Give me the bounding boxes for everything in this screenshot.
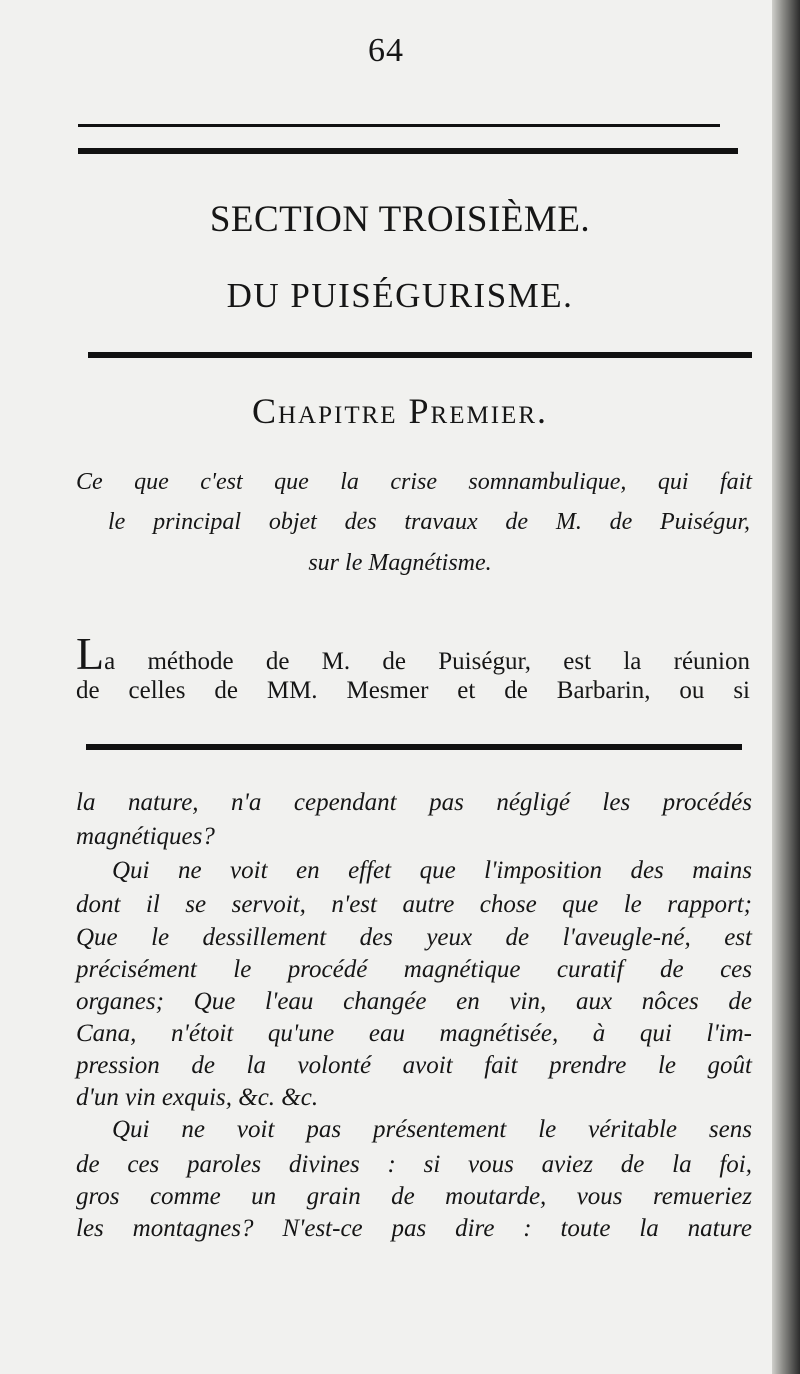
chapter-title: Chapitre Premier.	[251, 391, 549, 431]
text-line: magnétiques?	[76, 823, 215, 850]
page-number: 64	[368, 32, 404, 69]
section-title: SECTION TROISIÈME.	[209, 199, 591, 240]
overlap-divider	[86, 744, 742, 750]
header-rule-bottom	[78, 148, 738, 154]
header-rule-top	[78, 124, 720, 127]
text-line: précisément le procédé magnétique curatif de ces	[76, 956, 752, 983]
text-line: les montagnes? N'est-ce pas dire : toute la nature	[76, 1215, 752, 1242]
text-line: Que le dessillement des yeux de l'aveugle-né, est	[76, 924, 752, 951]
text-line: Cana, n'étoit qu'une eau magnétisée, à qui l'im-	[76, 1020, 752, 1047]
text-line: Qui ne voit pas présentement le véritable sens	[112, 1116, 752, 1143]
chapter-summary-line: Ce que c'est que la crise somnambulique, qui fait	[76, 469, 752, 495]
chapter-summary-line: sur le Magnétisme.	[308, 550, 492, 576]
text-line: organes; Que l'eau changée en vin, aux nôces de	[76, 988, 752, 1015]
text-line: gros comme un grain de moutarde, vous remueriez	[76, 1183, 752, 1210]
text-line: de ces paroles divines : si vous aviez de la foi,	[76, 1151, 752, 1178]
paragraph-text: a méthode de M. de Puiségur, est la réunion	[104, 648, 750, 675]
page-gutter-shadow	[772, 0, 800, 1374]
text-line: Qui ne voit en effet que l'imposition des mains	[112, 857, 752, 884]
text-line: dont il se servoit, n'est autre chose que le rapport;	[76, 891, 752, 918]
paragraph-line	[76, 628, 750, 679]
chapter-summary-line: le principal objet des travaux de M. de Puiségur,	[108, 509, 750, 535]
section-divider	[88, 352, 752, 358]
paragraph-line: de celles de MM. Mesmer et de Barbarin, ou si	[76, 677, 750, 704]
text-line: la nature, n'a cependant pas négligé les procédés	[76, 789, 752, 816]
section-subtitle: DU PUISÉGURISME.	[226, 276, 574, 315]
drop-cap: L	[76, 628, 105, 679]
text-line: pression de la volonté avoit fait prendre le goût	[76, 1052, 752, 1079]
text-line: d'un vin exquis, &c. &c.	[76, 1084, 319, 1111]
